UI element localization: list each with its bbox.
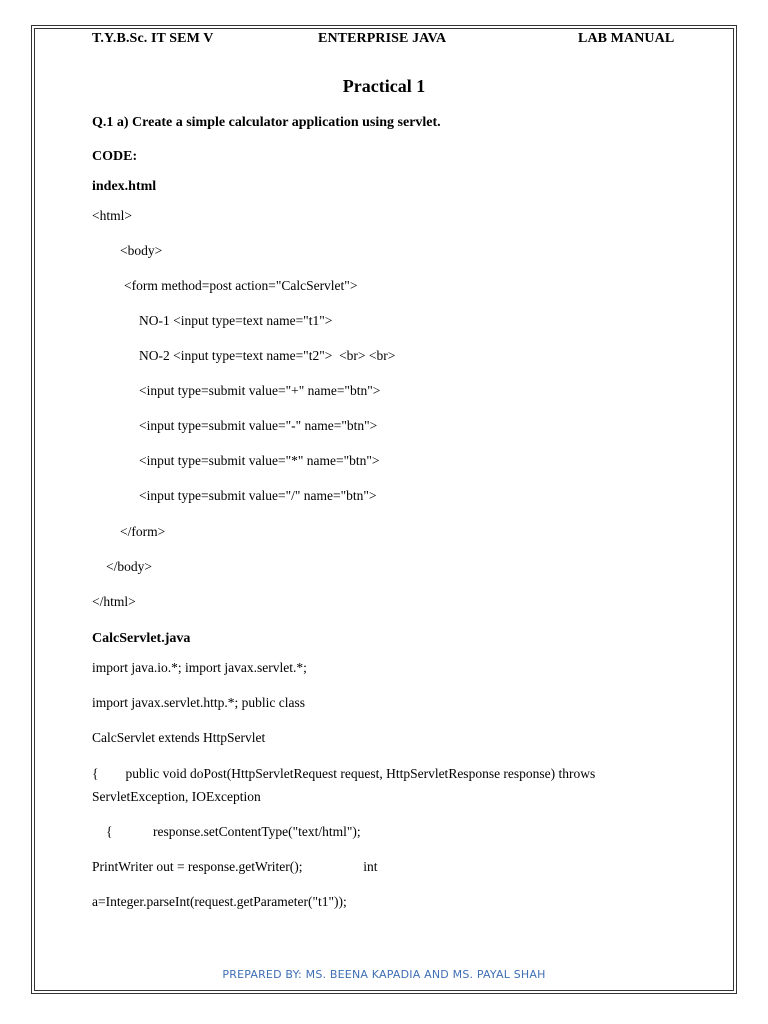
code-line: <body> [120,243,163,258]
code-line: ServletException, IOException [92,789,261,804]
header-subject: ENTERPRISE JAVA [318,31,447,46]
header-manual: LAB MANUAL [578,31,675,46]
header-course: T.Y.B.Sc. IT SEM V [92,31,214,46]
code-line: <input type=submit value="-" name="btn"> [139,418,378,433]
code-line: <input type=submit value="/" name="btn"> [139,488,377,503]
code-line: { public void doPost(HttpServletRequest request, HttpServletResponse response) throws [92,766,596,781]
code-label: CODE: [92,149,138,164]
file-name-index-html: index.html [92,179,157,194]
code-line: CalcServlet extends HttpServlet [92,730,266,745]
code-line: </body> [106,559,152,574]
code-line: <input type=submit value="+" name="btn"> [139,383,381,398]
page-border-inner [34,28,734,991]
footer-credits: PREPARED BY: MS. BEENA KAPADIA AND MS. PAYAL SHAH [222,968,546,981]
code-line: NO-2 <input type=text name="t2"> <br> <br> [139,348,396,363]
code-line: a=Integer.parseInt(request.getParameter("t1")); [92,894,347,909]
code-line: import javax.servlet.http.*; public class [92,695,305,710]
code-line: <html> [92,208,132,223]
code-line: PrintWriter out = response.getWriter(); int [92,859,378,874]
code-line: </form> [120,524,166,539]
code-line: </html> [92,594,136,609]
file-name-calcservlet-java: CalcServlet.java [92,631,191,646]
code-line: NO-1 <input type=text name="t1"> [139,313,333,328]
code-line: <form method=post action="CalcServlet"> [124,278,358,293]
code-line: <input type=submit value="*" name="btn"> [139,453,380,468]
code-line: import java.io.*; import javax.servlet.*; [92,660,307,675]
page-title: Practical 1 [342,76,426,96]
question-text: Q.1 a) Create a simple calculator application using servlet. [92,115,441,130]
code-line: { response.setContentType("text/html"); [106,824,361,839]
